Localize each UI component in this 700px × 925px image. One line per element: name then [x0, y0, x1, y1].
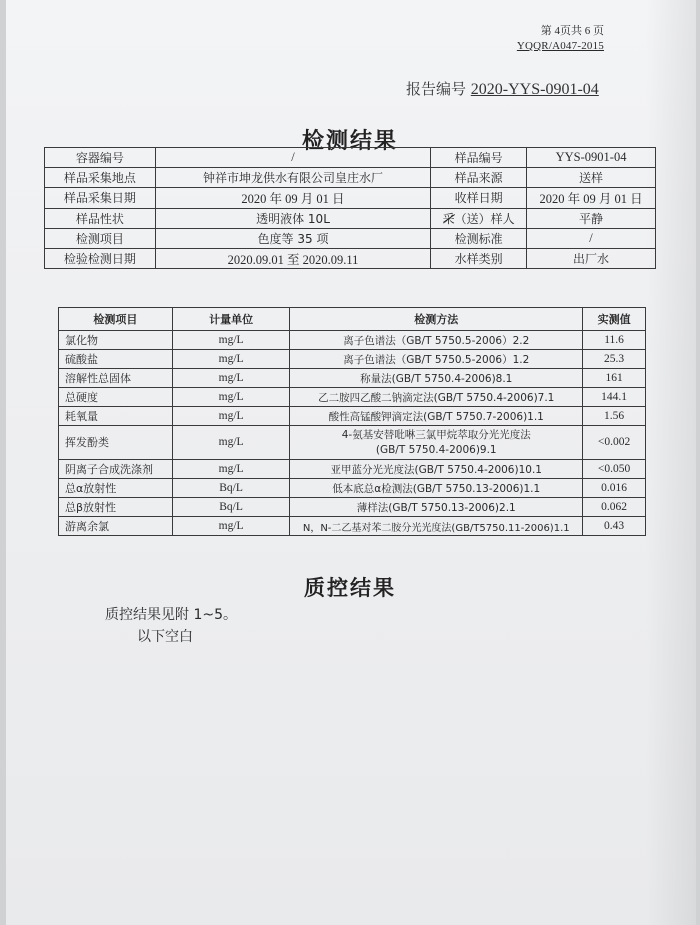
- result-item: 阴离子合成洗涤剂: [59, 460, 173, 479]
- info-label-text: （送）样人: [454, 211, 515, 226]
- result-unit: Bq/L: [172, 479, 289, 498]
- result-item: 总α放射性: [59, 479, 173, 498]
- result-unit: mg/L: [172, 517, 289, 536]
- info-label: 水样类别: [431, 248, 527, 268]
- result-item: 挥发酚类: [59, 426, 173, 460]
- result-value: 1.56: [583, 407, 646, 426]
- result-value: 11.6: [583, 331, 646, 350]
- table-row: [59, 517, 646, 536]
- info-value: YYS-0901-04: [527, 148, 656, 168]
- table-row: [59, 460, 646, 479]
- report-number-value: 2020-YYS-0901-04: [470, 81, 599, 98]
- result-method: 酸性高锰酸钾滴定法(GB/T 5750.7-2006)1.1: [290, 407, 583, 426]
- end-marker: 以下空白: [137, 629, 193, 645]
- result-item: 游离余氯: [59, 517, 173, 536]
- info-label: 样品采集日期: [45, 188, 156, 208]
- results-table: [58, 307, 646, 536]
- result-item: 耗氧量: [59, 407, 173, 426]
- results-header-row: [59, 308, 646, 331]
- result-value: 0.062: [583, 498, 646, 517]
- result-value: 144.1: [583, 388, 646, 407]
- result-value: 161: [583, 369, 646, 388]
- info-label: 容器编号: [45, 148, 156, 168]
- info-label: 样品来源: [431, 168, 527, 188]
- header-item: 检测项目: [59, 308, 173, 331]
- struck-char: 采: [442, 211, 455, 226]
- info-value: 2020 年 09 月 01 日: [155, 188, 430, 208]
- result-value: <0.050: [583, 460, 646, 479]
- info-value: 2020 年 09 月 01 日: [527, 188, 656, 208]
- result-value: 0.43: [583, 517, 646, 536]
- info-label: 样品性状: [45, 208, 156, 228]
- result-item: 硫酸盐: [59, 350, 173, 369]
- qc-note: 质控结果见附 1~5。: [105, 607, 237, 623]
- table-row: [59, 331, 646, 350]
- result-unit: mg/L: [172, 331, 289, 350]
- result-method: 乙二胺四乙酸二钠滴定法(GB/T 5750.4-2006)7.1: [290, 388, 583, 407]
- report-number: [406, 78, 599, 99]
- sample-info-table: [44, 147, 656, 269]
- result-value: <0.002: [583, 426, 646, 460]
- info-label: 检验检测日期: [45, 248, 156, 268]
- header-method: 检测方法: [290, 308, 583, 331]
- info-value: /: [155, 148, 430, 168]
- result-method-line1: 4-氨基安替吡啉三氯甲烷萃取分光光度法: [341, 428, 531, 441]
- info-value: 平静: [527, 208, 656, 228]
- info-value: 送样: [527, 168, 656, 188]
- info-label: 样品编号: [431, 148, 527, 168]
- info-label: 收样日期: [431, 188, 527, 208]
- table-row: [59, 426, 646, 460]
- result-unit: mg/L: [172, 350, 289, 369]
- info-value: 钟祥市坤龙供水有限公司皇庄水厂: [155, 168, 430, 188]
- result-method: 低本底总α检测法(GB/T 5750.13-2006)1.1: [290, 479, 583, 498]
- info-row: [45, 228, 656, 248]
- result-value: 0.016: [583, 479, 646, 498]
- result-unit: mg/L: [172, 407, 289, 426]
- result-item: 溶解性总固体: [59, 369, 173, 388]
- info-value: 透明液体 10L: [155, 208, 430, 228]
- result-method: N，N-二乙基对苯二胺分光光度法(GB/T5750.11-2006)1.1: [290, 517, 583, 536]
- page-info: 第 4页共 6 页: [540, 25, 604, 37]
- header-value: 实测值: [583, 308, 646, 331]
- info-row: [45, 148, 656, 168]
- header-unit: 计量单位: [172, 308, 289, 331]
- result-unit: mg/L: [172, 426, 289, 460]
- info-value: 色度等 35 项: [155, 228, 430, 248]
- info-label: 检测项目: [45, 228, 156, 248]
- page-header: [517, 24, 604, 54]
- result-method: 离子色谱法（GB/T 5750.5-2006）2.2: [290, 331, 583, 350]
- result-item: 氯化物: [59, 331, 173, 350]
- qc-results-title: 质控结果: [304, 576, 396, 600]
- info-label: 检测标准: [431, 228, 527, 248]
- result-method: 称量法(GB/T 5750.4-2006)8.1: [290, 369, 583, 388]
- table-row: [59, 350, 646, 369]
- result-method: [290, 426, 583, 460]
- info-value: 2020.09.01 至 2020.09.11: [155, 248, 430, 268]
- table-row: [59, 369, 646, 388]
- result-item: 总硬度: [59, 388, 173, 407]
- doc-code: YQQR/A047-2015: [516, 40, 604, 52]
- result-method: 离子色谱法（GB/T 5750.5-2006）1.2: [290, 350, 583, 369]
- result-unit: mg/L: [172, 388, 289, 407]
- result-value: 25.3: [583, 350, 646, 369]
- info-row: [45, 188, 656, 208]
- table-row: [59, 498, 646, 517]
- info-row: [45, 208, 656, 228]
- info-value: /: [527, 228, 656, 248]
- info-row: [45, 168, 656, 188]
- report-number-label: 报告编号: [406, 80, 467, 98]
- info-label: [431, 208, 527, 228]
- result-item: 总β放射性: [59, 498, 173, 517]
- table-row: [59, 479, 646, 498]
- result-unit: mg/L: [172, 369, 289, 388]
- info-label: 样品采集地点: [45, 168, 156, 188]
- result-method: 薄样法(GB/T 5750.13-2006)2.1: [290, 498, 583, 517]
- result-method-line2: (GB/T 5750.4-2006)9.1: [375, 443, 497, 456]
- result-unit: Bq/L: [172, 498, 289, 517]
- result-unit: mg/L: [172, 460, 289, 479]
- info-row: [45, 248, 656, 268]
- table-row: [59, 407, 646, 426]
- table-row: [59, 388, 646, 407]
- result-method: 亚甲蓝分光光度法(GB/T 5750.4-2006)10.1: [290, 460, 583, 479]
- info-value: 出厂水: [527, 248, 656, 268]
- test-results-title: 检测结果: [301, 129, 398, 154]
